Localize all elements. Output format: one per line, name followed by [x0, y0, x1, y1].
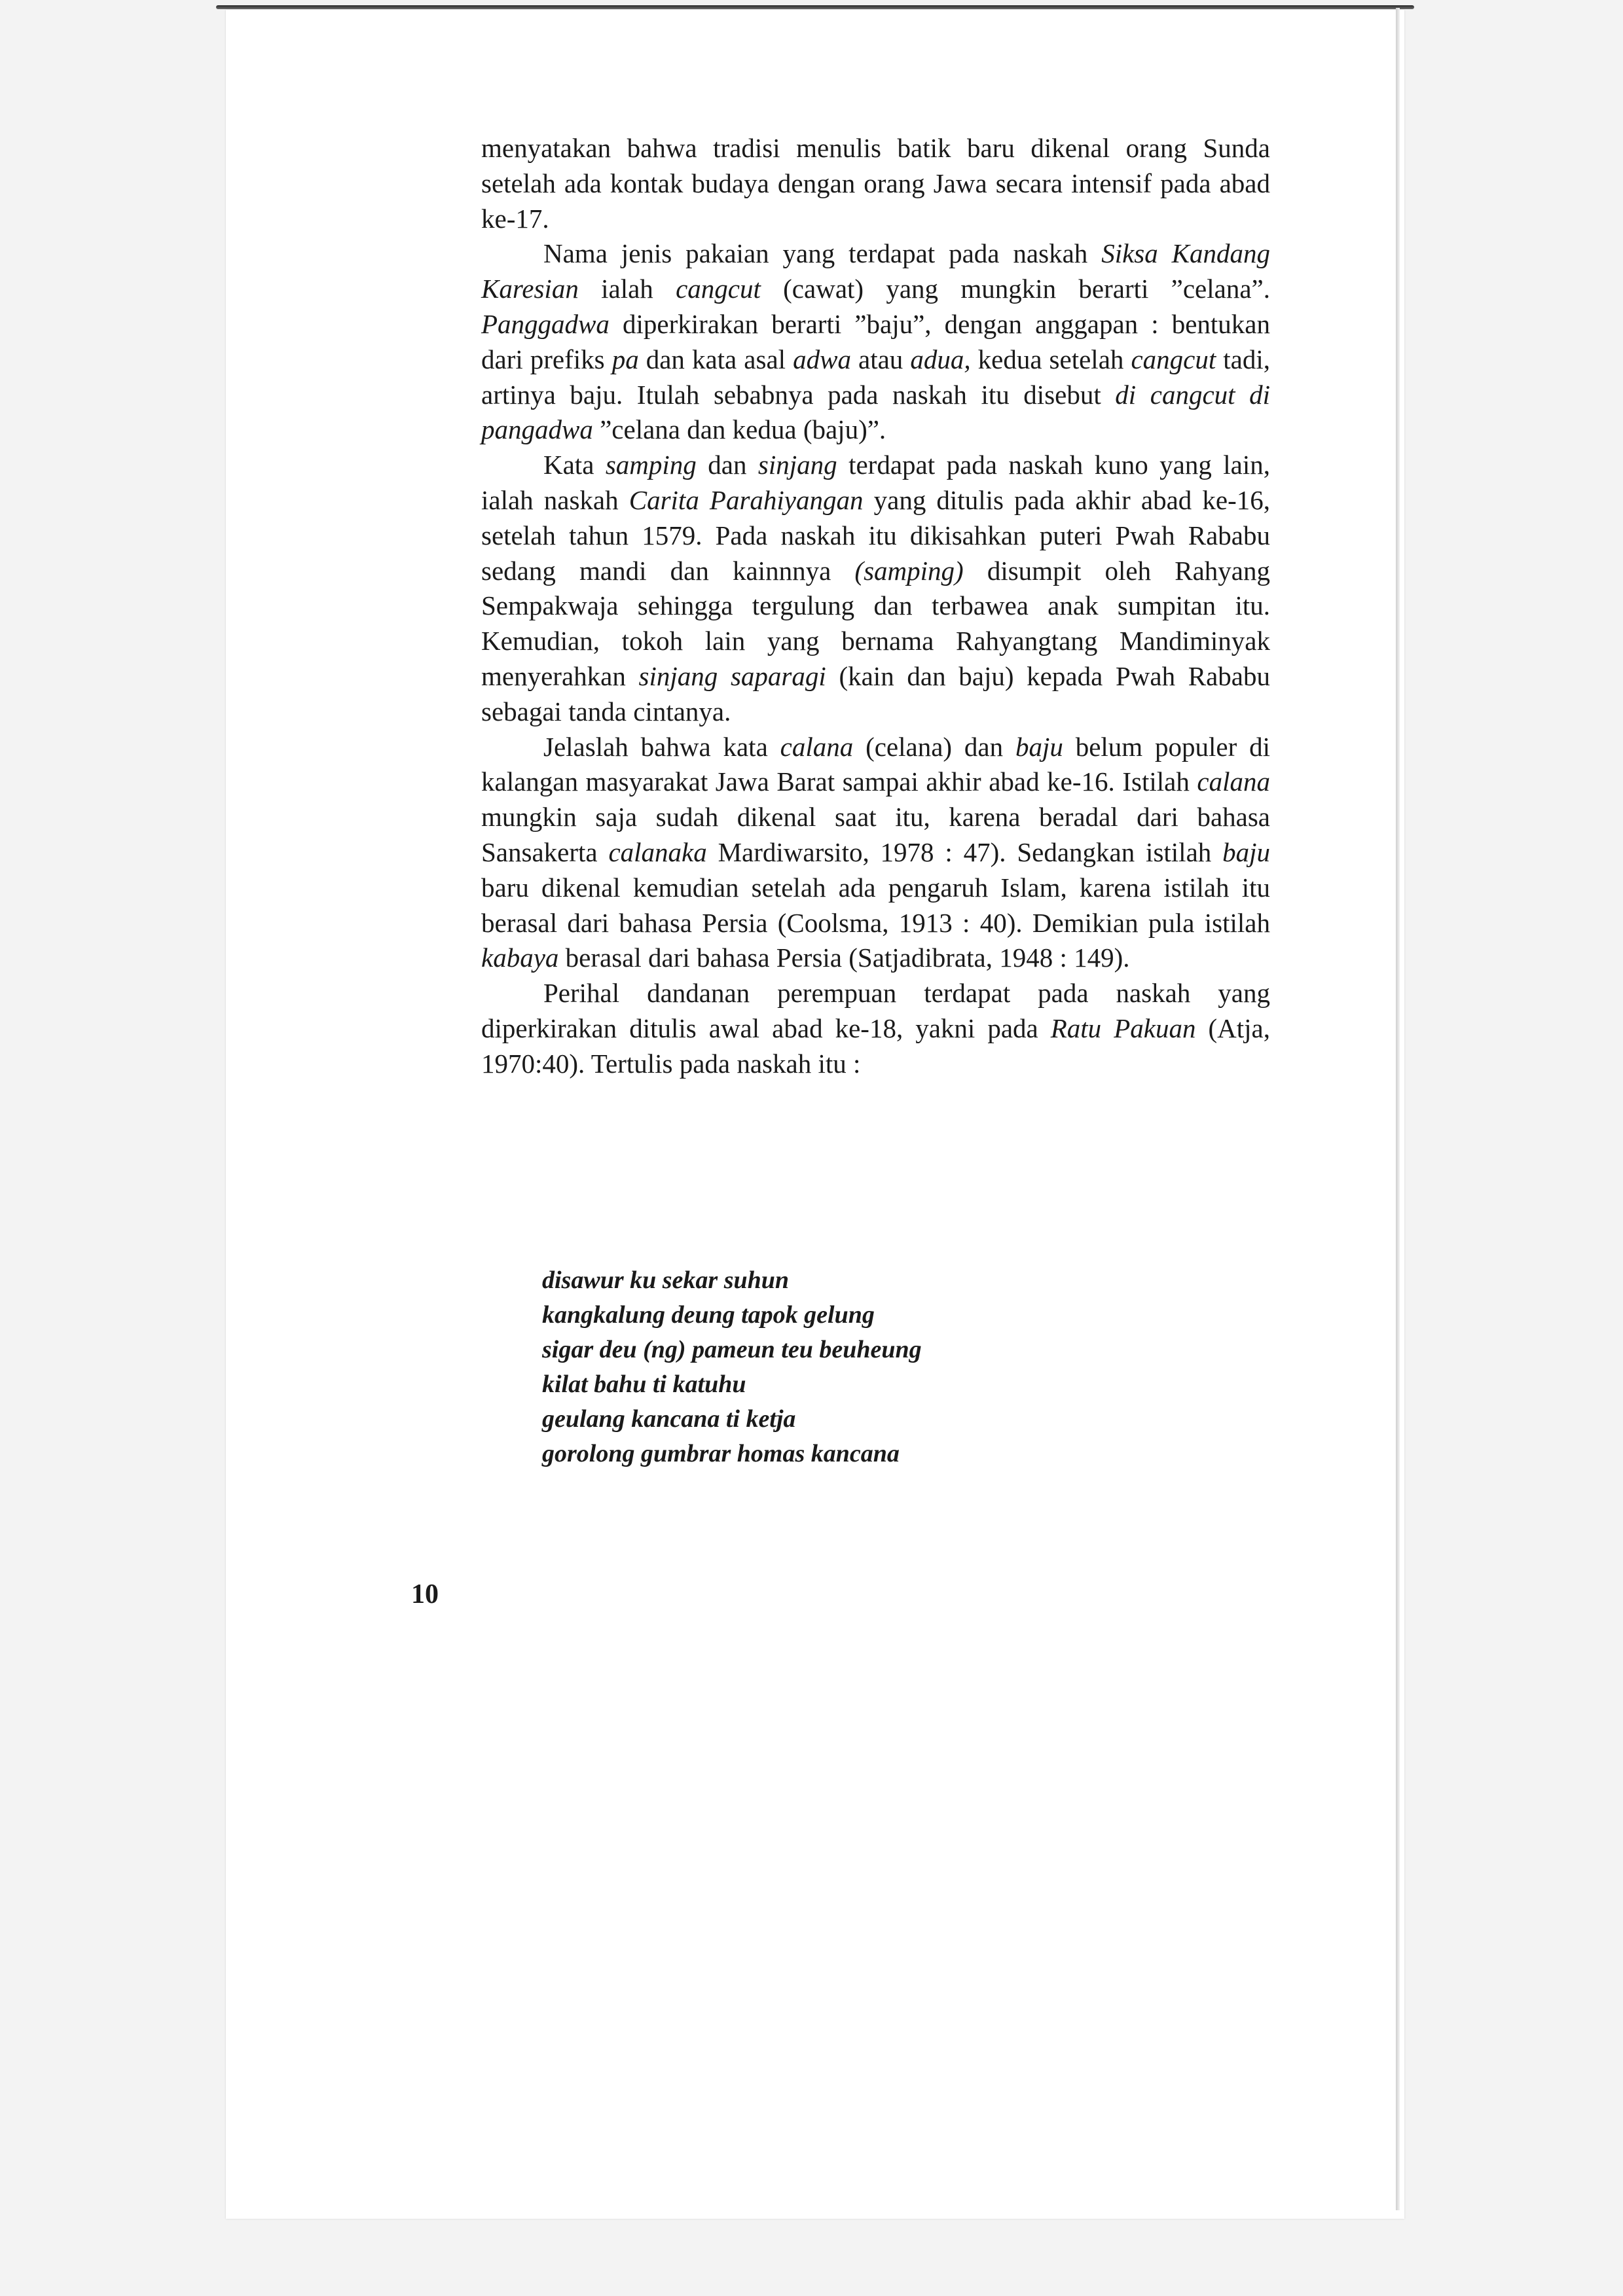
poem-line: kangkalung deung tapok gelung: [542, 1301, 875, 1329]
italic-term: Ratu Pakuan: [1050, 1013, 1196, 1043]
italic-term: sinjang: [757, 450, 837, 480]
italic-term: calana: [780, 731, 854, 762]
text-run: disumpit oleh Rahyang Sempakwaja sehingga tergulung dan terbawea anak sumpitan itu. Kemudian, tokoh lain yang bernama Rahyangtang Mandiminyak menyerahkan: [481, 555, 1270, 691]
paragraph: [481, 976, 1270, 1081]
text-run: (cawat) yang mungkin berarti ”celana”.: [760, 274, 1270, 304]
text-run: dan kata asal: [638, 344, 793, 374]
text-run: Nama jenis pakaian yang terdapat pada naskah: [543, 238, 1102, 269]
paragraph: [481, 131, 1270, 236]
text-run: (kain dan baju) kepada Pwah Rababu sebagai tanda cintanya.: [481, 660, 1270, 726]
poem-line: disawur ku sekar suhun: [542, 1266, 790, 1294]
text-run: atau: [850, 344, 911, 374]
italic-term: adua,: [910, 344, 971, 374]
text-run: dan: [696, 450, 758, 480]
poem-line: sigar deu (ng) pameun teu beuheung: [542, 1336, 922, 1363]
body-text: [481, 131, 1270, 1082]
text-run: menyatakan bahwa tradisi menulis batik baru dikenal orang Sunda setelah ada kontak budaya dengan orang Jawa secara intensif pada abad ke-17.: [481, 133, 1270, 234]
italic-term: baju: [1222, 836, 1271, 867]
italic-term: sinjang saparagi: [638, 660, 826, 691]
text-run: terdapat pada naskah kuno yang lain, ialah naskah: [481, 450, 1271, 515]
poem-line: gorolong gumbrar homas kancana: [542, 1440, 900, 1467]
page-right-edge: [1396, 8, 1400, 2210]
text-run: ialah: [578, 274, 676, 304]
italic-term: cangcut: [676, 274, 761, 304]
text-run: kedua setelah: [970, 344, 1131, 374]
text-run: ”celana dan kedua (baju)”.: [593, 414, 886, 445]
italic-term: Panggadwa: [481, 308, 610, 339]
text-run: belum populer di kalangan masyarakat Jawa Barat sampai akhir abad ke-16. Istilah: [481, 731, 1271, 797]
text-run: Mardiwarsito, 1978 : 47). Sedangkan istilah: [706, 836, 1223, 867]
text-run: diperkirakan berarti ”baju”, dengan anggapan : bentukan dari prefiks: [481, 308, 1270, 374]
page-top-edge: [216, 5, 1414, 9]
italic-term: cangcut: [1131, 344, 1216, 374]
paragraph: [481, 730, 1270, 977]
text-run: tadi, artinya baju. Itulah sebabnya pada naskah itu disebut: [481, 344, 1271, 410]
italic-term: calanaka: [608, 836, 707, 867]
poem-quote: [542, 1263, 922, 1471]
italic-term: samping: [605, 450, 697, 480]
italic-term: Carita Parahiyangan: [629, 484, 864, 515]
italic-term: kabaya: [481, 942, 559, 973]
text-run: Jelaslah bahwa kata: [543, 731, 780, 762]
text-run: baru dikenal kemudian setelah ada pengaruh Islam, karena istilah itu berasal dari bahasa Persia (Coolsma, 1913 : 40). Demikian pula istilah: [481, 872, 1270, 938]
poem-line: geulang kancana ti ketja: [542, 1405, 796, 1433]
italic-term: baju: [1015, 731, 1063, 762]
italic-term: di cangcut di pangadwa: [481, 379, 1270, 445]
paragraph: [481, 448, 1270, 729]
text-run: yang ditulis pada akhir abad ke-16, setelah tahun 1579. Pada naskah itu dikisahkan puteri Pwah Rababu sedang mandi dan kainnnya: [481, 484, 1270, 586]
text-run: (celana) dan: [853, 731, 1015, 762]
italic-term: calana: [1197, 766, 1270, 797]
text-run: Kata: [543, 450, 606, 480]
poem-line: kilat bahu ti katuhu: [542, 1371, 746, 1398]
text-run: (Atja, 1970:40). Tertulis pada naskah itu :: [481, 1013, 1270, 1079]
italic-term: adwa: [793, 344, 851, 374]
page-number: 10: [411, 1579, 439, 1609]
text-run: mungkin saja sudah dikenal saat itu, karena beradal dari bahasa Sansakerta: [481, 802, 1270, 867]
text-run: berasal dari bahasa Persia (Satjadibrata, 1948 : 149).: [558, 942, 1130, 973]
italic-term: pa: [611, 344, 639, 374]
italic-term: (samping): [854, 555, 964, 586]
text-run: Perihal dandanan perempuan terdapat pada naskah yang diperkirakan ditulis awal abad ke-18, yakni pada: [481, 978, 1270, 1043]
italic-term: Siksa Kandang Karesian: [481, 238, 1270, 304]
paragraph: [481, 236, 1270, 448]
